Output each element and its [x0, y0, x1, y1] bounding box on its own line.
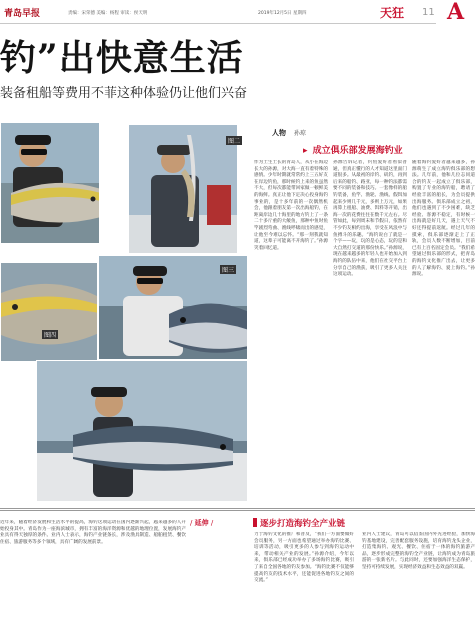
photo-label-4: 图四: [44, 332, 57, 339]
byline: [272, 128, 306, 138]
sub-headline: 装备租船等费用不菲这种体验仍让他们兴奋: [0, 86, 248, 101]
main-headline: 钓”出快意生活: [0, 37, 244, 79]
brand-name: 青岛早报: [4, 9, 41, 19]
article-column-1: 作为土生土长的青岛人，从小在海边长大的孙源，对大海一直有着特殊的感情。少年时期就常常约上三五好友在岸边钓鱼，那时候钓上来的鱼虽然不大，但每次都能带回家做一顿鲜美的海鲜。真正让他下定决心投身海钓事业的，是十多年前的一次偶然机会，他跟着朋友第一次出海船钓，在距离岸边几十海里的地方钓上了一条二十多斤重的大鲅鱼，那种中鱼时鱼竿剧烈弯曲、渔线呼啸而出的感觉，让他至今难以忘怀。“那一刻我就知道，这辈子可能离不开海钓了。”孙源笑着回忆道。: [254, 160, 328, 251]
extension-label: [190, 518, 213, 528]
article-column-3: 随着海钓爱好者越来越多，孙源萌生了成立海钓俱乐部的想法。几年前，他和几位志同道合的钓友一起成立了俱乐部，购置了专业的海钓船，聘请了经验丰富的船长，为会员提供出海服务。俱乐部成立之初，他们也遇到了不少困难，缺乏经验、客源不稳定，有时候一出海就是好几天，遇上天气不好还得提前返航。经过几年的摸索，俱乐部逐渐走上了正轨，会员人数不断增加，目前已有上百名固定会员。“我们希望通过俱乐部的形式，把青岛的海钓文化推广出去，让更多的人了解海钓、爱上海钓。”孙源说。: [412, 160, 475, 278]
section-title-text: 成立俱乐部发展海钓业: [312, 146, 403, 156]
byline-name: 孙琼: [293, 130, 306, 137]
photo-image: [1, 263, 98, 362]
extension-slash-icon: /: [190, 519, 195, 527]
photo-fisherman-holding-fish: [0, 122, 100, 244]
photo-image: [37, 361, 248, 502]
byline-prefix: 人物: [272, 129, 286, 137]
newspaper-brand: [4, 6, 40, 19]
section-divider-secondary: [0, 510, 475, 511]
title-bar-icon: [253, 518, 257, 527]
page-masthead: [0, 0, 475, 24]
extension-slash-icon-right: /: [208, 519, 214, 527]
title-dash-icon: ▸: [303, 146, 308, 156]
section-title: [303, 143, 403, 156]
extension-text: 延伸: [194, 519, 209, 527]
issue-date: 2019年12月5日 星期四: [258, 11, 307, 16]
article-column-2: 孙源告诉记者，钓鱼爱好者看似普通，但真正懂行的人才知道这里面门道很多。从最初的岸钓、矶钓，再到后来的船钓、路亚，每一种钓法都需要不同的装备和技巧。一套像样的船钓装备，鱼竿、渔轮、渔线、假饵加起来少则几千元，多则上万元，如果再算上租船、油费、饵料等开销，出海一次的花费往往在数千元左右。尽管如此，每到周末和节假日，依然有不少钓友相约出海，享受在风浪中与鱼搏斗的乐趣。“海钓说白了就是一个字——玩，玩的是心态，玩的是和大自然打交道的那份快乐。”孙源说，现在越来越多的年轻人也开始加入到海钓的队伍中来，他们在社交平台上分享自己的渔获，吸引了更多人关注这项运动。: [333, 160, 407, 278]
photo-image: [129, 125, 238, 254]
photo-fish-closeup: [0, 262, 98, 362]
section-letter: A: [436, 0, 475, 24]
bottom-column-1: 近年来，随着经济发展和生活水平的提高，海钓这项运动在国内逐渐兴起，越来越多的人开始投身其中。青岛作为一座海滨城市，拥有丰富的海洋资源和优越的地理位置，发展海钓产业具有得天独厚的条件。业内人士表示，海钓产业链条长，涉及渔具制造、船舶租赁、餐饮住宿、旅游服务等多个领域，具有广阔的发展前景。: [0, 520, 186, 545]
photo-label-3: 图三: [222, 267, 235, 274]
section-divider: [0, 508, 475, 509]
page-number: 11: [422, 7, 435, 18]
section-name: 天狂: [380, 6, 405, 20]
photo-label-2: 图二: [228, 138, 241, 145]
bottom-column-2: 力于海钓文化的推广和普及，“我们一方面要做好会员服务，另一方面也希望通过举办海钓比赛、培训等活动，吸引更多的人参与到海钓运动中来，带动相关产业的发展。”孙源介绍，今年以来，俱乐部已经成功举办了多场海钓比赛，吸引了来自全国各地的钓友参加。“海钓比赛不仅能够提高钓友的技术水平，还能促进各地钓友之间的交流。”: [254, 532, 354, 584]
photo-fisherman-group: [36, 360, 248, 502]
sub-section-title: [253, 517, 345, 529]
photo-angler-on-boat: [128, 124, 238, 254]
photo-image: [1, 123, 100, 244]
bottom-column-3: 业内人士建议，青岛可以借鉴国内外先进经验，加快海钓基地建设，完善配套服务设施，培育海钓龙头企业，打造集海钓、观光、餐饮、住宿于一体的海钓旅游产品，逐步形成完整的海钓全产业链，让海钓成为青岛旅游的一张新名片。与此同时，还要加强海洋生态保护，坚持可持续发展，实现经济效益和生态效益的双赢。: [362, 532, 475, 570]
editor-credits: 责编：宋荣德 美编：杨程 审读：侯天明: [68, 11, 148, 16]
sub-section-text: 逐步打造海钓全产业链: [260, 519, 346, 529]
